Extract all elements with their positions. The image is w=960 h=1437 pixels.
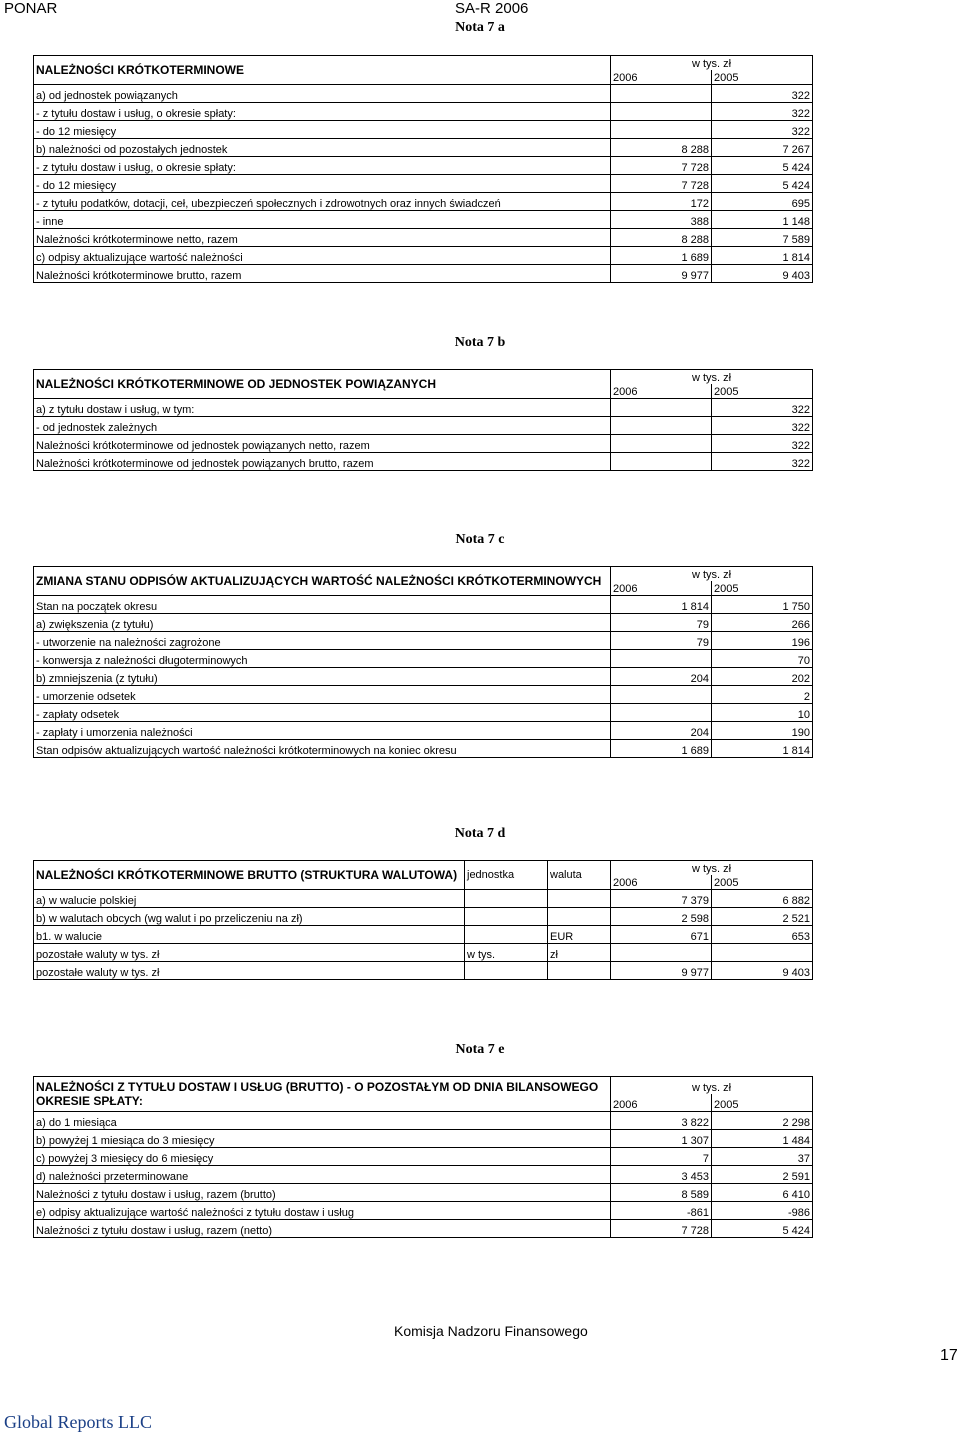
table-row xyxy=(34,435,813,453)
row-label: - inne xyxy=(34,211,611,229)
year-2005: 2005 xyxy=(712,581,813,596)
row-label: - zapłaty odsetek xyxy=(34,704,611,722)
row-label: c) odpisy aktualizujące wartość należności xyxy=(34,247,611,265)
year-2005: 2005 xyxy=(712,1094,813,1112)
table-row xyxy=(34,722,813,740)
value-2005: 653 xyxy=(712,926,813,944)
year-2005: 2005 xyxy=(712,70,813,85)
value-2006: 204 xyxy=(611,668,712,686)
table-row xyxy=(34,1130,813,1148)
value-2005: 1 484 xyxy=(712,1130,813,1148)
table-row xyxy=(34,247,813,265)
table-row xyxy=(34,1202,813,1220)
year-2005: 2005 xyxy=(712,384,813,399)
table-nota-7c xyxy=(33,566,813,758)
value-2006: 9 977 xyxy=(611,265,712,283)
unit-label: w tys. zł xyxy=(611,567,813,582)
value-2005: 322 xyxy=(712,453,813,471)
value-2006: 8 288 xyxy=(611,139,712,157)
table-row xyxy=(34,417,813,435)
table-row xyxy=(34,85,813,103)
row-label: pozostałe waluty w tys. zł xyxy=(34,962,465,980)
nota-7d-title: Nota 7 d xyxy=(454,826,506,841)
row-label: e) odpisy aktualizujące wartość należności z tytułu dostaw i usług xyxy=(34,1202,611,1220)
table-row xyxy=(34,1148,813,1166)
year-2006: 2006 xyxy=(611,875,712,890)
year-2006: 2006 xyxy=(611,70,712,85)
table-nota-7a xyxy=(33,55,813,283)
value-2005: 9 403 xyxy=(712,962,813,980)
unit-label: w tys. zł xyxy=(611,56,813,71)
value-2006: 79 xyxy=(611,614,712,632)
value-2005: 1 148 xyxy=(712,211,813,229)
nota-7a-heading: NALEŻNOŚCI KRÓTKOTERMINOWE xyxy=(34,56,611,85)
brand-logo: Global Reports LLC xyxy=(4,1412,152,1432)
value-2006: 1 689 xyxy=(611,740,712,758)
year-2005: 2005 xyxy=(712,875,813,890)
value-2006 xyxy=(611,453,712,471)
row-label: d) należności przeterminowane xyxy=(34,1166,611,1184)
nota-7a-body xyxy=(34,56,813,283)
value-2005: 322 xyxy=(712,417,813,435)
unit-label: w tys. zł xyxy=(611,861,813,876)
value-2006: 9 977 xyxy=(611,962,712,980)
value-2005: 10 xyxy=(712,704,813,722)
nota-7d-heading: NALEŻNOŚCI KRÓTKOTERMINOWE BRUTTO (STRUKTURA WALUTOWA) xyxy=(34,861,465,890)
table-row xyxy=(34,962,813,980)
row-label: a) od jednostek powiązanych xyxy=(34,85,611,103)
nota-7c-title: Nota 7 c xyxy=(455,532,505,547)
value-2005: 1 814 xyxy=(712,740,813,758)
value-2006: 7 379 xyxy=(611,890,712,908)
row-label: Należności krótkoterminowe od jednostek powiązanych brutto, razem xyxy=(34,453,611,471)
table-row xyxy=(34,926,813,944)
value-2006 xyxy=(611,704,712,722)
value-2005: 266 xyxy=(712,614,813,632)
row-label: - do 12 miesięcy xyxy=(34,121,611,139)
row-label: Należności z tytułu dostaw i usług, razem (netto) xyxy=(34,1220,611,1238)
row-label: - zapłaty i umorzenia należności xyxy=(34,722,611,740)
nota-7c-heading: ZMIANA STANU ODPISÓW AKTUALIZUJĄCYCH WARTOŚĆ NALEŻNOŚCI KRÓTKOTERMINOWYCH xyxy=(34,567,611,596)
value-2005: 196 xyxy=(712,632,813,650)
table-row xyxy=(34,908,813,926)
table-row xyxy=(34,175,813,193)
value-2006: 79 xyxy=(611,632,712,650)
value-2006: 172 xyxy=(611,193,712,211)
value-2006 xyxy=(611,121,712,139)
value-2006: 2 598 xyxy=(611,908,712,926)
row-label: Należności krótkoterminowe netto, razem xyxy=(34,229,611,247)
row-label: - do 12 miesięcy xyxy=(34,175,611,193)
value-2005: -986 xyxy=(712,1202,813,1220)
value-2006: 7 728 xyxy=(611,1220,712,1238)
table-row xyxy=(34,1166,813,1184)
row-unit xyxy=(465,962,548,980)
table-row xyxy=(34,1184,813,1202)
value-2006: 671 xyxy=(611,926,712,944)
table-nota-7d xyxy=(33,860,813,980)
col-unit-header: jednostka xyxy=(465,861,548,890)
row-label: b1. w walucie xyxy=(34,926,465,944)
row-unit xyxy=(465,908,548,926)
table-row xyxy=(34,399,813,417)
row-label: - z tytułu dostaw i usług, o okresie spłaty: xyxy=(34,157,611,175)
value-2005: 322 xyxy=(712,399,813,417)
row-label: a) do 1 miesiąca xyxy=(34,1112,611,1130)
value-2006: 1 307 xyxy=(611,1130,712,1148)
value-2005: 2 521 xyxy=(712,908,813,926)
year-2006: 2006 xyxy=(611,1094,712,1112)
value-2005: 202 xyxy=(712,668,813,686)
row-label: c) powyżej 3 miesięcy do 6 miesięcy xyxy=(34,1148,611,1166)
value-2005: 7 589 xyxy=(712,229,813,247)
value-2005: 9 403 xyxy=(712,265,813,283)
nota-7e-heading: NALEŻNOŚCI Z TYTUŁU DOSTAW I USŁUG (BRUTTO) - O POZOSTAŁYM OD DNIA BILANSOWEGO OKRESIE SPŁATY: xyxy=(34,1077,611,1112)
nota-7b-title: Nota 7 b xyxy=(454,335,506,350)
row-label: b) zmniejszenia (z tytułu) xyxy=(34,668,611,686)
table-row xyxy=(34,157,813,175)
value-2005: 322 xyxy=(712,121,813,139)
row-label: a) zwiększenia (z tytułu) xyxy=(34,614,611,632)
row-label: Stan odpisów aktualizujących wartość należności krótkoterminowych na koniec okresu xyxy=(34,740,611,758)
value-2006: 7 728 xyxy=(611,175,712,193)
value-2006: 204 xyxy=(611,722,712,740)
row-label: b) powyżej 1 miesiąca do 3 miesięcy xyxy=(34,1130,611,1148)
value-2006 xyxy=(611,399,712,417)
value-2005: 5 424 xyxy=(712,175,813,193)
nota-7a-title: Nota 7 a xyxy=(455,20,505,35)
value-2006 xyxy=(611,85,712,103)
year-2006: 2006 xyxy=(611,581,712,596)
row-label: pozostałe waluty w tys. zł xyxy=(34,944,465,962)
col-currency-header: waluta xyxy=(548,861,611,890)
value-2006: 3 453 xyxy=(611,1166,712,1184)
table-row xyxy=(34,686,813,704)
value-2005: 2 xyxy=(712,686,813,704)
table-row xyxy=(34,193,813,211)
value-2006: 7 728 xyxy=(611,157,712,175)
row-label: b) należności od pozostałych jednostek xyxy=(34,139,611,157)
row-label: b) w walutach obcych (wg walut i po przeliczeniu na zł) xyxy=(34,908,465,926)
row-label: - utworzenie na należności zagrożone xyxy=(34,632,611,650)
table-row xyxy=(34,650,813,668)
year-2006: 2006 xyxy=(611,384,712,399)
table-row xyxy=(34,121,813,139)
table-row xyxy=(34,632,813,650)
row-currency xyxy=(548,890,611,908)
table-row xyxy=(34,740,813,758)
nota-7b-body xyxy=(34,370,813,471)
row-label: - od jednostek zależnych xyxy=(34,417,611,435)
value-2006: 8 589 xyxy=(611,1184,712,1202)
value-2005: 1 814 xyxy=(712,247,813,265)
value-2005: 7 267 xyxy=(712,139,813,157)
value-2005: 190 xyxy=(712,722,813,740)
value-2005: 2 298 xyxy=(712,1112,813,1130)
table-row xyxy=(34,1220,813,1238)
row-unit xyxy=(465,926,548,944)
row-unit xyxy=(465,890,548,908)
table-row xyxy=(34,1112,813,1130)
value-2005: 6 410 xyxy=(712,1184,813,1202)
row-label: Należności krótkoterminowe od jednostek powiązanych netto, razem xyxy=(34,435,611,453)
table-row xyxy=(34,944,813,962)
row-currency: EUR xyxy=(548,926,611,944)
header-left: PONAR xyxy=(4,0,58,17)
row-label: - z tytułu dostaw i usług, o okresie spłaty: xyxy=(34,103,611,121)
value-2006 xyxy=(611,686,712,704)
row-label: - z tytułu podatków, dotacji, ceł, ubezpieczeń społecznych i zdrowotnych oraz innych świadczeń xyxy=(34,193,611,211)
row-currency xyxy=(548,962,611,980)
row-label: Należności z tytułu dostaw i usług, razem (brutto) xyxy=(34,1184,611,1202)
table-row xyxy=(34,596,813,614)
value-2005: 322 xyxy=(712,85,813,103)
nota-7b-heading: NALEŻNOŚCI KRÓTKOTERMINOWE OD JEDNOSTEK POWIĄZANYCH xyxy=(34,370,611,399)
nota-7e-title: Nota 7 e xyxy=(455,1042,505,1057)
value-2005: 322 xyxy=(712,435,813,453)
value-2006 xyxy=(611,435,712,453)
row-label: a) w walucie polskiej xyxy=(34,890,465,908)
row-currency xyxy=(548,908,611,926)
value-2005: 322 xyxy=(712,103,813,121)
value-2005: 5 424 xyxy=(712,1220,813,1238)
value-2005: 6 882 xyxy=(712,890,813,908)
table-nota-7e xyxy=(33,1076,813,1238)
table-row xyxy=(34,211,813,229)
value-2005: 5 424 xyxy=(712,157,813,175)
value-2006: 8 288 xyxy=(611,229,712,247)
table-row xyxy=(34,229,813,247)
value-2006: 1 689 xyxy=(611,247,712,265)
footer-commission: Komisja Nadzoru Finansowego xyxy=(394,1323,588,1339)
value-2005 xyxy=(712,944,813,962)
table-row xyxy=(34,614,813,632)
table-row xyxy=(34,668,813,686)
nota-7e-body xyxy=(34,1077,813,1238)
value-2006 xyxy=(611,417,712,435)
nota-7d-body xyxy=(34,861,813,980)
unit-label: w tys. zł xyxy=(611,370,813,385)
value-2005: 70 xyxy=(712,650,813,668)
row-label: - konwersja z należności długoterminowych xyxy=(34,650,611,668)
page-number: 17 xyxy=(940,1347,958,1364)
nota-7c-body xyxy=(34,567,813,758)
value-2006 xyxy=(611,944,712,962)
value-2006: 388 xyxy=(611,211,712,229)
value-2005: 2 591 xyxy=(712,1166,813,1184)
table-row xyxy=(34,453,813,471)
table-row xyxy=(34,890,813,908)
table-row xyxy=(34,265,813,283)
value-2005: 1 750 xyxy=(712,596,813,614)
table-row xyxy=(34,704,813,722)
value-2006 xyxy=(611,103,712,121)
row-label: Należności krótkoterminowe brutto, razem xyxy=(34,265,611,283)
value-2006: 3 822 xyxy=(611,1112,712,1130)
table-row xyxy=(34,103,813,121)
row-unit: w tys. xyxy=(465,944,548,962)
unit-label: w tys. zł xyxy=(611,1077,813,1095)
value-2005: 37 xyxy=(712,1148,813,1166)
header-right: SA-R 2006 xyxy=(455,0,529,17)
table-row xyxy=(34,139,813,157)
value-2006: 1 814 xyxy=(611,596,712,614)
row-label: a) z tytułu dostaw i usług, w tym: xyxy=(34,399,611,417)
row-label: Stan na początek okresu xyxy=(34,596,611,614)
table-nota-7b xyxy=(33,369,813,471)
value-2006: -861 xyxy=(611,1202,712,1220)
row-label: - umorzenie odsetek xyxy=(34,686,611,704)
value-2006: 7 xyxy=(611,1148,712,1166)
value-2005: 695 xyxy=(712,193,813,211)
row-currency: zł xyxy=(548,944,611,962)
value-2006 xyxy=(611,650,712,668)
